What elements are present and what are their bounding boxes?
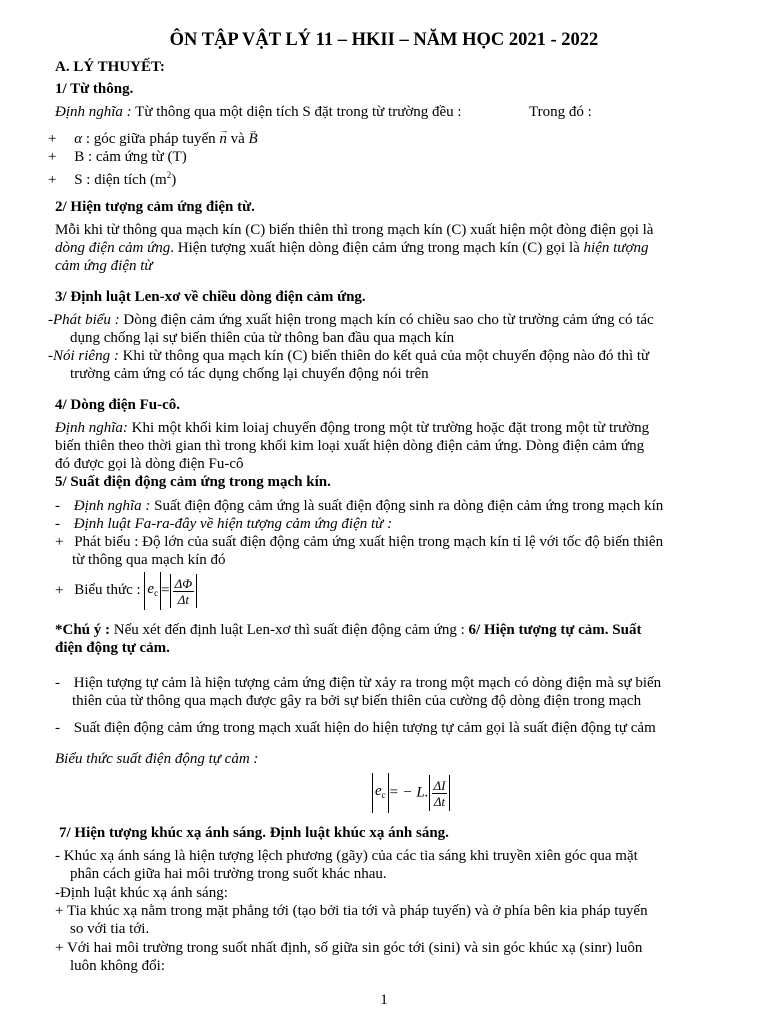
bullet: +: [48, 131, 57, 147]
formula-fraction: [173, 576, 195, 607]
s1-def-text: Từ thông qua một diện tích S đặt trong từ trường đều :: [131, 104, 462, 120]
s4-label: Định nghĩa:: [55, 420, 128, 436]
s1-where: Trong đó :: [529, 104, 592, 120]
s1-heading: 1/ Từ thông.: [55, 81, 134, 97]
formula-e: e: [147, 581, 155, 597]
s6-bullet-1: [55, 674, 661, 692]
dash-bullet: -: [55, 498, 60, 514]
fraction-numerator: ΔΦ: [174, 576, 193, 592]
s3-p1-text: Dòng điện cảm ứng xuất hiện trong mạch kín có chiều sao cho từ trường cảm ứng có tác: [119, 312, 654, 328]
s5-b1-label: Định nghĩa :: [73, 498, 151, 514]
s7-p4-line-1: + Với hai môi trường trong suốt nhất định, số giữa sin góc tới (sini) và sin góc khúc xạ (sinr) luôn: [55, 940, 643, 956]
formula-fraction: [432, 778, 448, 809]
s1-definition: [55, 103, 462, 121]
formula-subscript: c: [154, 588, 159, 598]
section-a-heading: A. LÝ THUYẾT:: [55, 59, 165, 75]
s2-term-induced-current: dòng điện cảm ứng: [55, 240, 171, 256]
s3-p1-label: -Phát biểu :: [48, 312, 120, 328]
s5-bullet-3: [55, 533, 663, 551]
formula-abs-emf: [372, 773, 389, 813]
normal-vector-n: → n: [219, 131, 227, 147]
s5-bullet-4: + Biểu thức : $e_c$ = $\frac{\Delta\Phi}{\Delta t}$: [55, 572, 197, 610]
dash-bullet: -: [55, 675, 60, 691]
self-induction-formula: [372, 773, 450, 813]
page-number: 1: [380, 992, 388, 1008]
s1-item-1: [48, 130, 258, 148]
note-line: [55, 621, 641, 639]
s7-heading: 7/ Hiện tượng khúc xạ ánh sáng. Định luật khúc xạ ánh sáng.: [59, 825, 449, 841]
s7-p1-line-2: phân cách giữa hai môi trường trong suốt khác nhau.: [70, 866, 387, 882]
s2-line-1: Mỗi khi từ thông qua mạch kín (C) biến thiên thì trong mạch kín (C) xuất hiện một đòng điện gọi là: [55, 222, 654, 238]
s5-bullet-3-line-2: từ thông qua mạch kín đó: [72, 552, 226, 568]
s2-line-2-text: . Hiện tượng xuất hiện dòng điện cảm ứng trong mạch kín (C) gọi là: [170, 240, 584, 256]
s1-item-2-text: B : cảm ứng từ (T): [74, 149, 187, 165]
note-label: *Chú ý :: [55, 622, 111, 638]
s5-bullet-2: [55, 515, 392, 533]
s6-heading-part-1: 6/ Hiện tượng tự cảm. Suất: [468, 622, 642, 638]
s2-term-part: hiện tượng: [583, 240, 649, 256]
formula-abs-ratio: [429, 775, 451, 811]
plus-bullet: +: [55, 582, 64, 599]
dash-bullet: -: [55, 720, 60, 736]
s2-line-3: cảm ứng điện từ: [55, 258, 153, 274]
bullet: +: [48, 172, 57, 188]
superscript: 2: [166, 170, 172, 180]
s7-p1-line-1: - Khúc xạ ánh sáng là hiện tượng lệch phương (gãy) của các tia sáng khi truyền xiên góc qua mặt: [55, 848, 638, 864]
plus-bullet: +: [55, 534, 64, 550]
s1-item-1-text: : góc giữa pháp tuyến: [82, 131, 220, 147]
s7-p3-line-2: so với tia tới.: [70, 921, 150, 937]
s7-p2: -Định luật khúc xạ ánh sáng:: [55, 885, 228, 901]
formula-subscript: c: [381, 790, 386, 800]
s3-p1-line-1: [48, 311, 654, 329]
s1-item-2: [48, 148, 187, 166]
s4-line-1: [55, 419, 649, 437]
s3-p2-label: -Nói riêng :: [48, 348, 119, 364]
fraction-denominator: Δt: [177, 592, 189, 608]
s6-bullet-2: [55, 719, 656, 737]
s2-line-2: [55, 239, 648, 257]
s3-heading: 3/ Định luật Len-xơ về chiều dòng điện cảm ứng.: [55, 289, 366, 305]
s5-b1-text: Suất điện động cảm ứng là suất điện động sinh ra dòng điện cảm ứng trong mạch kín: [150, 498, 664, 514]
fraction-denominator: Δt: [433, 794, 446, 810]
s1-item-3-end: ): [171, 172, 177, 188]
fraction-numerator: ΔI: [433, 778, 446, 794]
formula-abs-emf: [144, 572, 161, 610]
s6-heading-part-2: điện động tự cảm.: [55, 640, 170, 656]
formula-abs-ratio: [170, 574, 198, 608]
s2-heading: 2/ Hiện tượng cảm ứng điện từ.: [55, 199, 255, 215]
formula-minus-l: = − L.: [388, 784, 429, 801]
s3-p2-text: Khi từ thông qua mạch kín (C) biến thiên do kết quả của một chuyển động nào đó thì từ: [118, 348, 650, 364]
s6-b2-text: Suất điện động cảm ứng trong mạch xuất hiện do hiện tượng tự cảm gọi là suất điện động tự cảm: [73, 720, 656, 736]
s4-line-2: biến thiên theo thời gian thì trong khối kim loại xuất hiện dòng điện cảm ứng. Dòng điện cảm ứng: [55, 438, 645, 454]
s5-b2-text: Định luật Fa-ra-đây về hiện tượng cảm ứng điện từ :: [73, 516, 393, 532]
s3-p2-line-2: trường cảm ứng có tác dụng chống lại chuyển động nói trên: [70, 366, 429, 382]
s3-p1-line-2: dụng chống lại sự biến thiên của từ thông ban đầu qua mạch kín: [70, 330, 455, 346]
s4-line-3: đó được gọi là dòng điện Fu-cô: [55, 456, 244, 472]
vector-b: → B: [249, 131, 258, 147]
s5-b4-label: Biểu thức :: [74, 582, 141, 599]
s6-b1-text: Hiện tượng tự cảm là hiện tượng cảm ứng điện từ xảy ra trong một mạch có dòng điện mà sự biến: [73, 675, 662, 691]
page-title: ÔN TẬP VẬT LÝ 11 – HKII – NĂM HỌC 2021 - 2022: [169, 30, 599, 50]
s7-p3-line-1: + Tia khúc xạ nằm trong mặt phẳng tới (tạo bởi tia tới và pháp tuyến) và ở phía bên kia pháp tuyến: [55, 903, 648, 919]
s1-def-label: Định nghĩa :: [55, 104, 132, 120]
s1-item-1-mid: và: [226, 131, 249, 147]
s7-p4-line-2: luôn không đổi:: [70, 958, 166, 974]
s3-p2-line-1: [48, 347, 649, 365]
s5-heading: 5/ Suất điện động cảm ứng trong mạch kín.: [55, 474, 331, 490]
s5-bullet-1: [55, 497, 663, 515]
s1-item-3-text: S : diện tích (m: [74, 172, 167, 188]
formula-e: e: [375, 783, 382, 799]
s6-expression-label: Biểu thức suất điện động tự cảm :: [55, 751, 259, 767]
s5-b3-text: Phát biểu : Độ lớn của suất điện động cảm ứng xuất hiện trong mạch kín tỉ lệ với tốc độ biến thiên: [74, 534, 664, 550]
s4-line-1-text: Khi một khối kim loiaj chuyển động trong một từ trường hoặc đặt trong một từ trường: [127, 420, 650, 436]
s4-heading: 4/ Dòng điện Fu-cô.: [55, 397, 181, 413]
note-text: Nếu xét đến định luật Len-xơ thì suất điện động cảm ứng :: [110, 622, 469, 638]
s1-item-3: [48, 166, 176, 189]
s6-bullet-1-line-2: thiên của từ thông qua mạch được gây ra bởi sự biến thiên của cường độ dòng điện trong mạch: [72, 693, 642, 709]
bullet: +: [48, 149, 57, 165]
alpha-symbol: α: [74, 131, 83, 147]
dash-bullet: -: [55, 516, 60, 532]
